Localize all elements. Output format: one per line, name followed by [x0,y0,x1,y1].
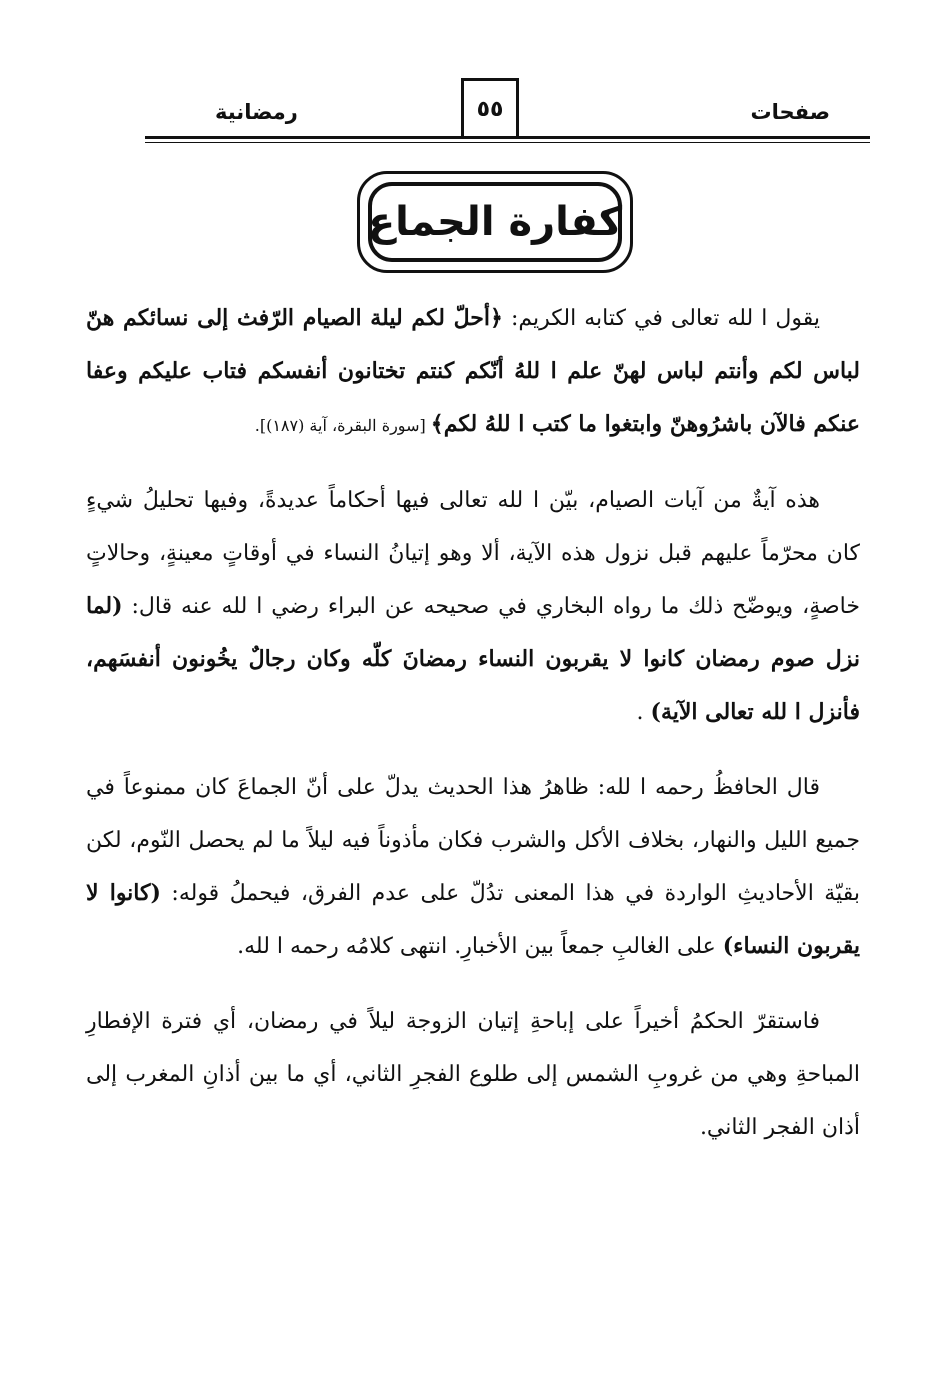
page-header [145,78,870,148]
chapter-title: كفارة الجماع [367,199,623,245]
bold-text-run: (لما نزل صوم رمضان كانوا لا يقربون النساء رمضانَ كلّه وكان رجالٌ يخُونون أنفسَهم، فأنزل ا لله تعالى الآية) [86,593,860,725]
paragraph [86,995,860,1154]
text-run: هذه آيةٌ من آيات الصيام، بيّن ا لله تعالى فيها أحكاماً عديدةً، وفيها تحليلُ شيءٍ كان محرّماً عليهم قبل نزول هذه الآية، ألا وهو إتيانُ النساء في أوقاتٍ معينةٍ، وحالاتٍ خاصةٍ، ويوضّح ذلك ما رواه البخاري في صحيحه عن البراء رضي ا لله عنه قال: [86,488,860,619]
page-number: ٥٥ [461,78,519,137]
header-rule-thick [145,136,870,139]
header-rule-thin [145,142,870,143]
book-title-left: رمضانية [215,100,298,124]
bold-text-run: (كانوا لا يقربون النساء) [86,880,860,959]
paragraph [86,292,860,452]
text-run: يقول ا لله تعالى في كتابه الكريم: [502,306,821,331]
text-run: فاستقرّ الحكمُ أخيراً على إباحةِ إتيان الزوجة ليلاً في رمضان، أي فترة الإفطارِ المباحةِ وهي من غروبِ الشمس إلى طلوع الفجرِ الثاني، أي ما بين أذانِ المغرب إلى أذان الفجر الثاني. [86,1009,860,1140]
text-run: [سورة البقرة، آية (١٨٧)]. [254,416,431,435]
text-run: على الغالبِ جمعاً بين الأخبارِ. انتهى كلامُه رحمه ا لله. [237,934,723,959]
chapter-title-frame [357,171,633,273]
paragraph [86,761,860,973]
chapter-title-inner-frame [368,182,622,262]
body-text [86,292,860,1154]
text-run: قال الحافظُ رحمه ا لله: ظاهرُ هذا الحديث يدلّ على أنّ الجماعَ كان ممنوعاً في جميع الليل والنهار، بخلاف الأكل والشرب فكان مأذوناً فيه ليلاً ما لم يحصل النّوم، لكن بقيّة الأحاديثِ الواردة في هذا المعنى تدُلّ على عدم الفرق، فيحملُ قوله: [86,775,860,906]
book-title-right: صفحات [750,100,830,124]
paragraph [86,474,860,739]
text-run: . [636,700,651,725]
bold-text-run: ﴿أحلّ لكم ليلة الصيام الرّفث إلى نسائكم هنّ لباس لكم وأنتم لباس لهنّ علم ا للهُ أنّكم كنتم تختانون أنفسكم فتاب عليكم وعفا عنكم فالآن باشرُوهنّ وابتغوا ما كتب ا للهُ لكم﴾ [86,305,860,437]
